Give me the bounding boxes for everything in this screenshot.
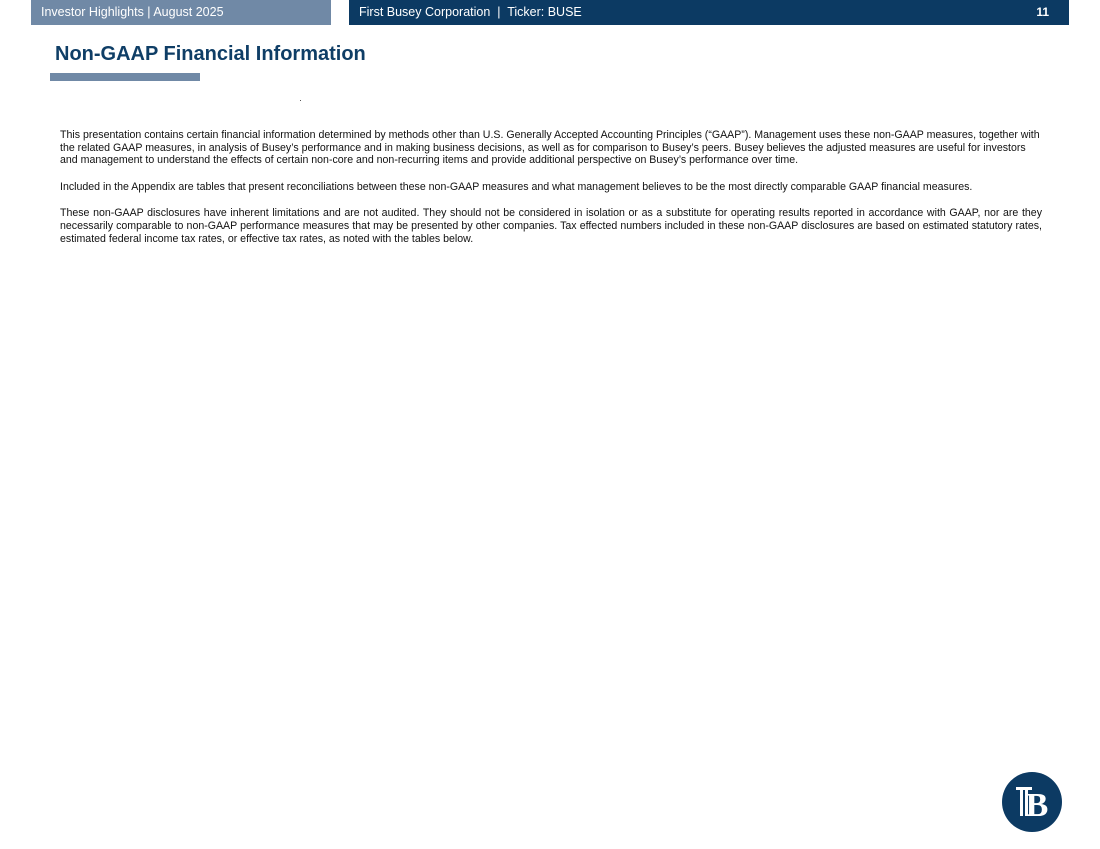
stray-dot (300, 100, 301, 101)
logo-letter: B (1025, 787, 1049, 824)
page-number: 11 (1036, 5, 1049, 19)
body-text (60, 129, 1042, 259)
title-underline (50, 73, 200, 81)
busey-b-logo-icon (1002, 772, 1062, 832)
page-title: Non-GAAP Financial Information (55, 43, 366, 65)
header-company-text: First Busey Corporation | Ticker: BUSE (359, 5, 582, 19)
paragraph-appendix: Included in the Appendix are tables that present reconciliations between these non-GAAP measures and what management believes to be the most directly comparable GAAP financial measures. (60, 180, 973, 193)
paragraph-limitations: These non-GAAP disclosures have inherent limitations and are not audited. They should not be considered in isolation or as a substitute for operating results reported in accordance with GAAP, nor are they necessarily comparable to non-GAAP performance measures that may be presented by other companies. Tax effected numbers included in these non-GAAP disclosures are based on estimated statutory rates, estimated federal income tax rates, or effective tax rates, as noted with the tables below. (60, 207, 1042, 245)
header-report-label (31, 0, 331, 25)
header-company-bar (349, 0, 1069, 25)
header-report-text: Investor Highlights | August 2025 (41, 5, 224, 19)
paragraph-intro: This presentation contains certain financial information determined by methods other than U.S. Generally Accepted Accounting Principles (“GAAP”). Management uses these non-GAAP measures, together with the related GAAP measures, in analysis of Busey’s performance and in making business decisions, as well as for comparison to Busey’s peers. Busey believes the adjusted measures are useful for investors and management to understand the effects of certain non-core and non-recurring items and provide additional perspective on Busey’s performance over time. (60, 129, 1040, 167)
